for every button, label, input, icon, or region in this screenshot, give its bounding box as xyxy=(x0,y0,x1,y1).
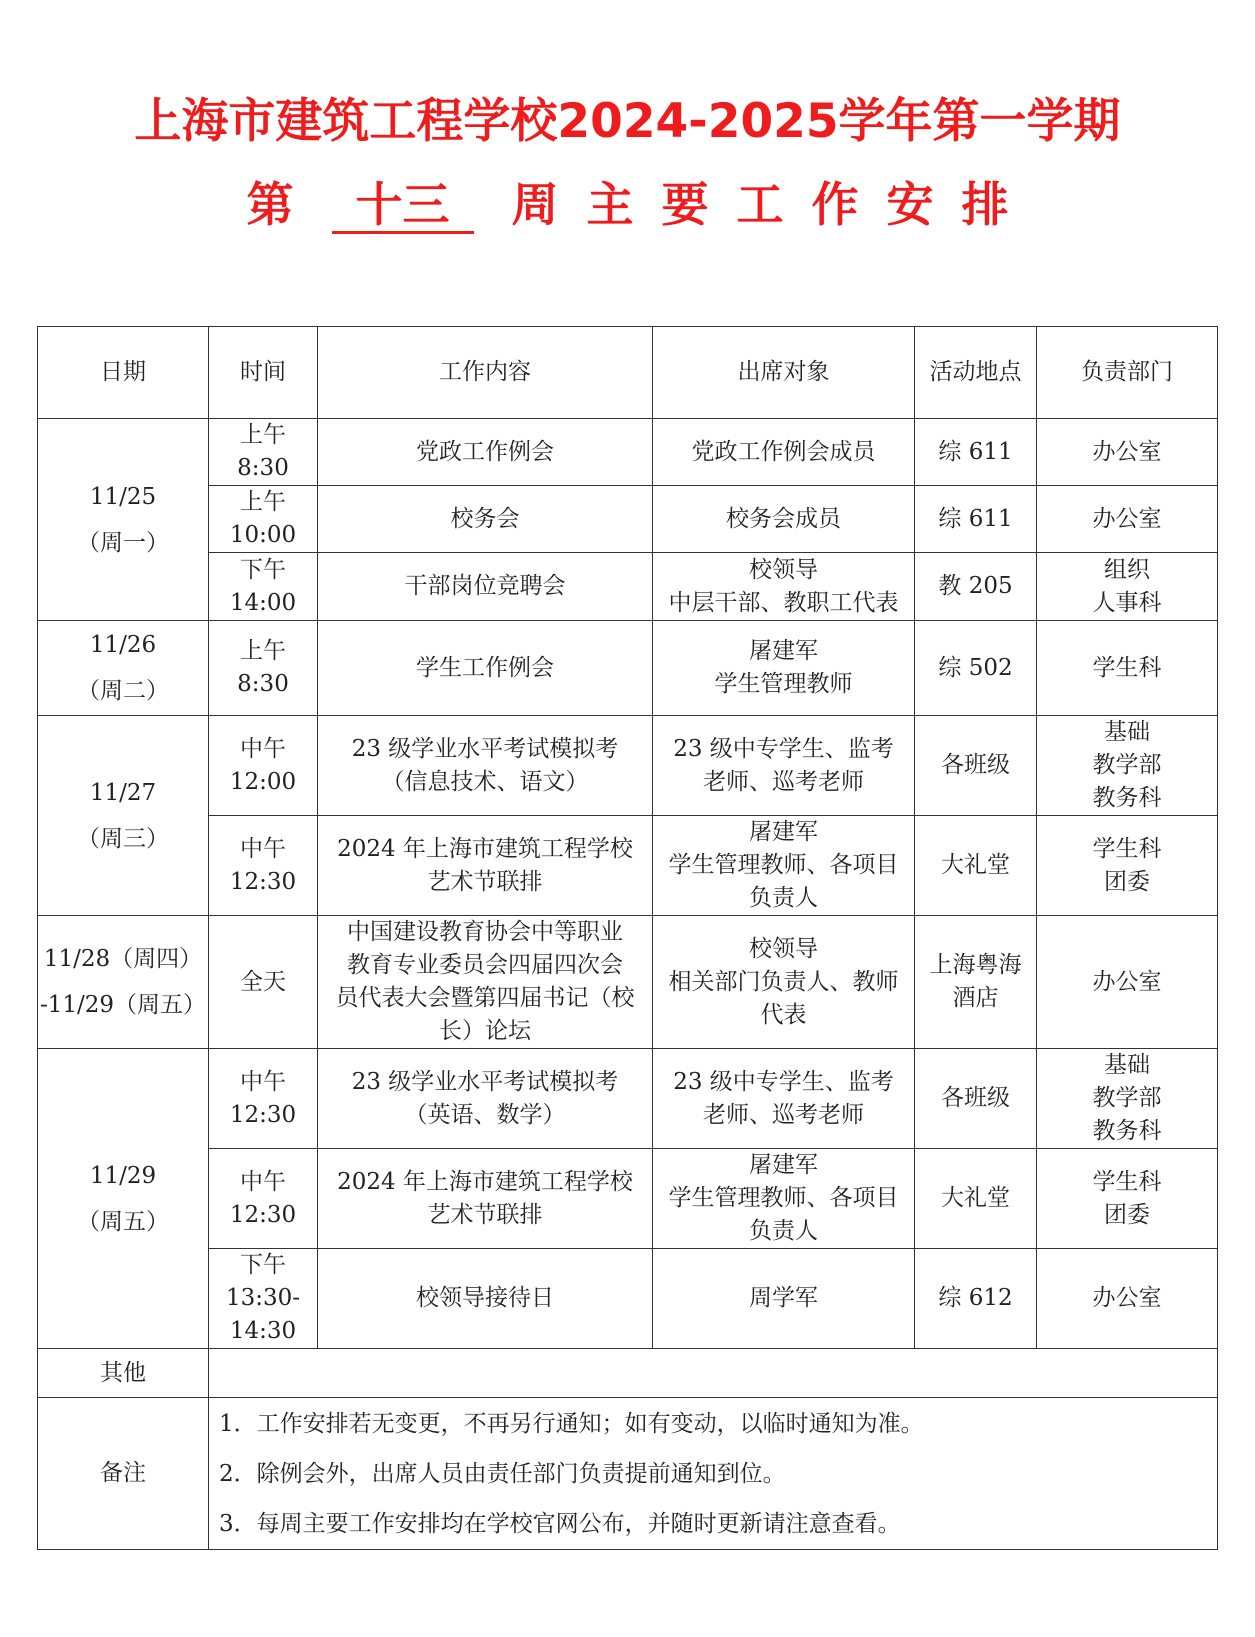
attendees-cell xyxy=(653,1249,915,1349)
date-line: （周五） xyxy=(77,1208,169,1235)
attendees-line: 校领导 xyxy=(749,556,818,583)
content-line: 23 级学业水平考试模拟考 xyxy=(351,1068,619,1095)
table-row xyxy=(38,916,1218,1049)
date-cell xyxy=(38,621,209,716)
attendees-line: 负责人 xyxy=(749,885,818,911)
week-number: 十三 xyxy=(332,181,474,234)
time-cell xyxy=(209,916,318,1049)
date-line: （周一） xyxy=(77,529,169,556)
other-label: 其他 xyxy=(38,1349,209,1398)
table-row xyxy=(38,621,1218,716)
location-line: 酒店 xyxy=(952,985,999,1011)
department-line: 教学部 xyxy=(1092,1085,1162,1111)
department-line: 教务科 xyxy=(1092,1118,1162,1144)
department-cell xyxy=(1037,419,1218,486)
date-line: 11/26 xyxy=(89,632,157,658)
attendees-cell xyxy=(653,553,915,621)
time-cell xyxy=(209,621,318,716)
page-title: 上海市建筑工程学校2024-2025学年第一学期 xyxy=(134,94,1121,149)
content-line: 中国建设教育协会中等职业 xyxy=(347,919,623,945)
date-line: 11/28（周四） xyxy=(43,946,203,972)
date-line: 11/29 xyxy=(89,1162,157,1189)
attendees-cell xyxy=(653,1049,915,1149)
department-line: 人事科 xyxy=(1092,589,1162,616)
content-line: 校领导接待日 xyxy=(416,1285,554,1311)
department-line: 团委 xyxy=(1104,868,1150,895)
attendees-line: 学生管理教师、各项目 xyxy=(668,852,899,878)
attendees-line: 代表 xyxy=(760,1001,807,1028)
content-line: （英语、数学） xyxy=(404,1101,566,1128)
content-line: 长）论坛 xyxy=(439,1018,531,1044)
time-line: 下午 xyxy=(240,1252,286,1278)
department-cell xyxy=(1037,486,1218,553)
note-item: 2．除例会外，出席人员由责任部门负责提前通知到位。 xyxy=(219,1460,786,1487)
other-value xyxy=(209,1349,1218,1398)
content-line: 校务会 xyxy=(450,505,520,532)
table-row xyxy=(38,716,1218,816)
subtitle-prefix: 第 xyxy=(246,178,294,233)
content-cell xyxy=(318,716,653,816)
department-cell xyxy=(1037,621,1218,716)
content-cell xyxy=(318,1049,653,1149)
content-line: 2024 年上海市建筑工程学校 xyxy=(337,1168,633,1195)
time-line: 8:30 xyxy=(237,455,289,481)
notes-row xyxy=(38,1398,1218,1550)
location-line: 各班级 xyxy=(941,752,1010,778)
table-row xyxy=(38,1149,1218,1249)
content-line: 2024 年上海市建筑工程学校 xyxy=(337,835,633,862)
department-cell xyxy=(1037,553,1218,621)
location-line: 教 205 xyxy=(938,573,1013,599)
notes-content xyxy=(209,1398,1218,1550)
other-row xyxy=(38,1349,1218,1398)
date-line: -11/29（周五） xyxy=(40,992,207,1018)
content-cell xyxy=(318,553,653,621)
department-line: 团委 xyxy=(1104,1201,1150,1228)
date-line: （周三） xyxy=(77,825,169,852)
subtitle-word: 要 xyxy=(661,178,709,233)
attendees-line: 屠建军 xyxy=(749,1152,818,1178)
date-cell xyxy=(38,916,209,1049)
note-item: 1．工作安排若无变更，不再另行通知；如有变动，以临时通知为准。 xyxy=(219,1410,924,1437)
subtitle-word: 工 xyxy=(736,178,784,233)
location-cell xyxy=(915,486,1037,553)
department-cell xyxy=(1037,816,1218,916)
content-line: 23 级学业水平考试模拟考 xyxy=(351,735,619,762)
table-row xyxy=(38,486,1218,553)
attendees-cell xyxy=(653,816,915,916)
table-row xyxy=(38,1049,1218,1149)
department-line: 教学部 xyxy=(1092,752,1162,778)
time-cell xyxy=(209,1049,318,1149)
date-cell xyxy=(38,1049,209,1349)
location-cell xyxy=(915,553,1037,621)
header-cell: 负责部门 xyxy=(1037,327,1218,419)
header-cell: 时间 xyxy=(209,327,318,419)
location-line: 大礼堂 xyxy=(941,1185,1010,1211)
attendees-cell xyxy=(653,1149,915,1249)
time-line: 中午 xyxy=(240,1068,286,1095)
department-line: 基础 xyxy=(1104,1052,1150,1078)
attendees-line: 相关部门负责人、教师 xyxy=(668,968,899,995)
time-cell xyxy=(209,716,318,816)
subtitle-word: 主 xyxy=(586,178,634,233)
location-cell xyxy=(915,1149,1037,1249)
time-cell xyxy=(209,553,318,621)
subtitle-word: 作 xyxy=(811,178,859,233)
location-line: 上海粤海 xyxy=(929,952,1022,978)
attendees-cell xyxy=(653,716,915,816)
time-line: 上午 xyxy=(240,489,286,515)
department-line: 教务科 xyxy=(1092,785,1162,811)
location-cell xyxy=(915,1249,1037,1349)
content-cell xyxy=(318,486,653,553)
table-row xyxy=(38,816,1218,916)
attendees-line: 校务会成员 xyxy=(726,505,841,532)
department-line: 基础 xyxy=(1104,719,1150,745)
header-cell: 出席对象 xyxy=(653,327,915,419)
department-line: 办公室 xyxy=(1092,968,1162,995)
attendees-line: 校领导 xyxy=(749,935,818,962)
location-cell xyxy=(915,916,1037,1049)
department-cell xyxy=(1037,1249,1218,1349)
department-cell xyxy=(1037,1149,1218,1249)
location-line: 各班级 xyxy=(941,1085,1010,1111)
note-item: 3．每周主要工作安排均在学校官网公布，并随时更新请注意查看。 xyxy=(219,1510,901,1537)
time-line: 13:30- xyxy=(225,1285,301,1311)
attendees-line: 中层干部、教职工代表 xyxy=(668,589,899,616)
content-line: 教育专业委员会四届四次会 xyxy=(347,952,623,978)
department-line: 学生科 xyxy=(1092,835,1162,862)
content-line: （信息技术、语文） xyxy=(381,768,589,795)
attendees-line: 学生管理教师 xyxy=(714,671,853,697)
content-cell xyxy=(318,621,653,716)
location-line: 大礼堂 xyxy=(941,852,1010,878)
table-row xyxy=(38,1249,1218,1349)
time-line: 12:00 xyxy=(229,768,297,795)
date-cell xyxy=(38,716,209,916)
table-row xyxy=(38,553,1218,621)
header-cell: 活动地点 xyxy=(915,327,1037,419)
department-line: 学生科 xyxy=(1092,1168,1162,1195)
time-line: 14:00 xyxy=(229,589,297,616)
attendees-cell xyxy=(653,621,915,716)
time-line: 8:30 xyxy=(237,671,289,697)
time-cell xyxy=(209,1249,318,1349)
time-line: 10:00 xyxy=(229,522,297,548)
time-line: 全天 xyxy=(240,968,286,995)
header-cell: 工作内容 xyxy=(318,327,653,419)
content-line: 艺术节联排 xyxy=(427,1201,543,1228)
location-cell xyxy=(915,716,1037,816)
date-cell xyxy=(38,419,209,621)
content-line: 党政工作例会 xyxy=(416,438,554,465)
time-line: 上午 xyxy=(240,422,286,448)
attendees-line: 23 级中专学生、监考 xyxy=(673,1068,894,1095)
department-line: 组织 xyxy=(1104,556,1150,583)
location-line: 综 502 xyxy=(938,654,1013,681)
attendees-line: 学生管理教师、各项目 xyxy=(668,1185,899,1211)
time-cell xyxy=(209,1149,318,1249)
page-subtitle xyxy=(0,176,1255,236)
content-cell xyxy=(318,916,653,1049)
time-line: 12:30 xyxy=(229,1201,297,1228)
attendees-cell xyxy=(653,419,915,486)
attendees-line: 党政工作例会成员 xyxy=(691,438,876,465)
content-cell xyxy=(318,419,653,486)
location-cell xyxy=(915,816,1037,916)
subtitle-word: 排 xyxy=(961,178,1009,233)
location-line: 综 611 xyxy=(938,438,1013,465)
content-cell xyxy=(318,1249,653,1349)
subtitle-word: 安 xyxy=(886,178,934,233)
attendees-line: 负责人 xyxy=(749,1218,818,1244)
time-line: 下午 xyxy=(240,556,286,583)
location-cell xyxy=(915,1049,1037,1149)
attendees-line: 屠建军 xyxy=(749,638,818,664)
header-cell: 日期 xyxy=(38,327,209,419)
department-cell xyxy=(1037,716,1218,816)
attendees-line: 屠建军 xyxy=(749,819,818,845)
content-line: 学生工作例会 xyxy=(416,654,554,681)
content-cell xyxy=(318,1149,653,1249)
department-cell xyxy=(1037,916,1218,1049)
table-header-row xyxy=(38,327,1218,419)
time-line: 12:30 xyxy=(229,868,297,895)
time-line: 中午 xyxy=(240,1168,286,1195)
attendees-line: 老师、巡考老师 xyxy=(703,768,864,795)
time-cell xyxy=(209,419,318,486)
department-cell xyxy=(1037,1049,1218,1149)
content-line: 干部岗位竞聘会 xyxy=(404,573,566,599)
attendees-line: 老师、巡考老师 xyxy=(703,1101,864,1128)
subtitle-word: 周 xyxy=(511,178,559,233)
department-line: 学生科 xyxy=(1092,654,1162,681)
attendees-line: 23 级中专学生、监考 xyxy=(673,735,894,762)
content-cell xyxy=(318,816,653,916)
attendees-cell xyxy=(653,486,915,553)
time-cell xyxy=(209,816,318,916)
time-line: 中午 xyxy=(240,835,286,862)
location-line: 综 612 xyxy=(938,1285,1013,1311)
department-line: 办公室 xyxy=(1092,505,1162,532)
department-line: 办公室 xyxy=(1092,1285,1162,1311)
location-cell xyxy=(915,419,1037,486)
date-line: （周二） xyxy=(77,678,169,704)
date-line: 11/25 xyxy=(89,483,157,510)
notes-label: 备注 xyxy=(38,1398,209,1550)
date-line: 11/27 xyxy=(89,779,157,806)
content-line: 艺术节联排 xyxy=(427,868,543,895)
time-line: 上午 xyxy=(240,638,286,664)
time-cell xyxy=(209,486,318,553)
attendees-line: 周学军 xyxy=(749,1285,818,1311)
location-cell xyxy=(915,621,1037,716)
attendees-cell xyxy=(653,916,915,1049)
schedule-table xyxy=(37,326,1218,1550)
time-line: 中午 xyxy=(240,735,286,762)
content-line: 员代表大会暨第四届书记（校 xyxy=(335,985,635,1011)
department-line: 办公室 xyxy=(1092,438,1162,465)
location-line: 综 611 xyxy=(938,505,1013,532)
time-line: 14:30 xyxy=(229,1318,297,1344)
time-line: 12:30 xyxy=(229,1101,297,1128)
table-row xyxy=(38,419,1218,486)
